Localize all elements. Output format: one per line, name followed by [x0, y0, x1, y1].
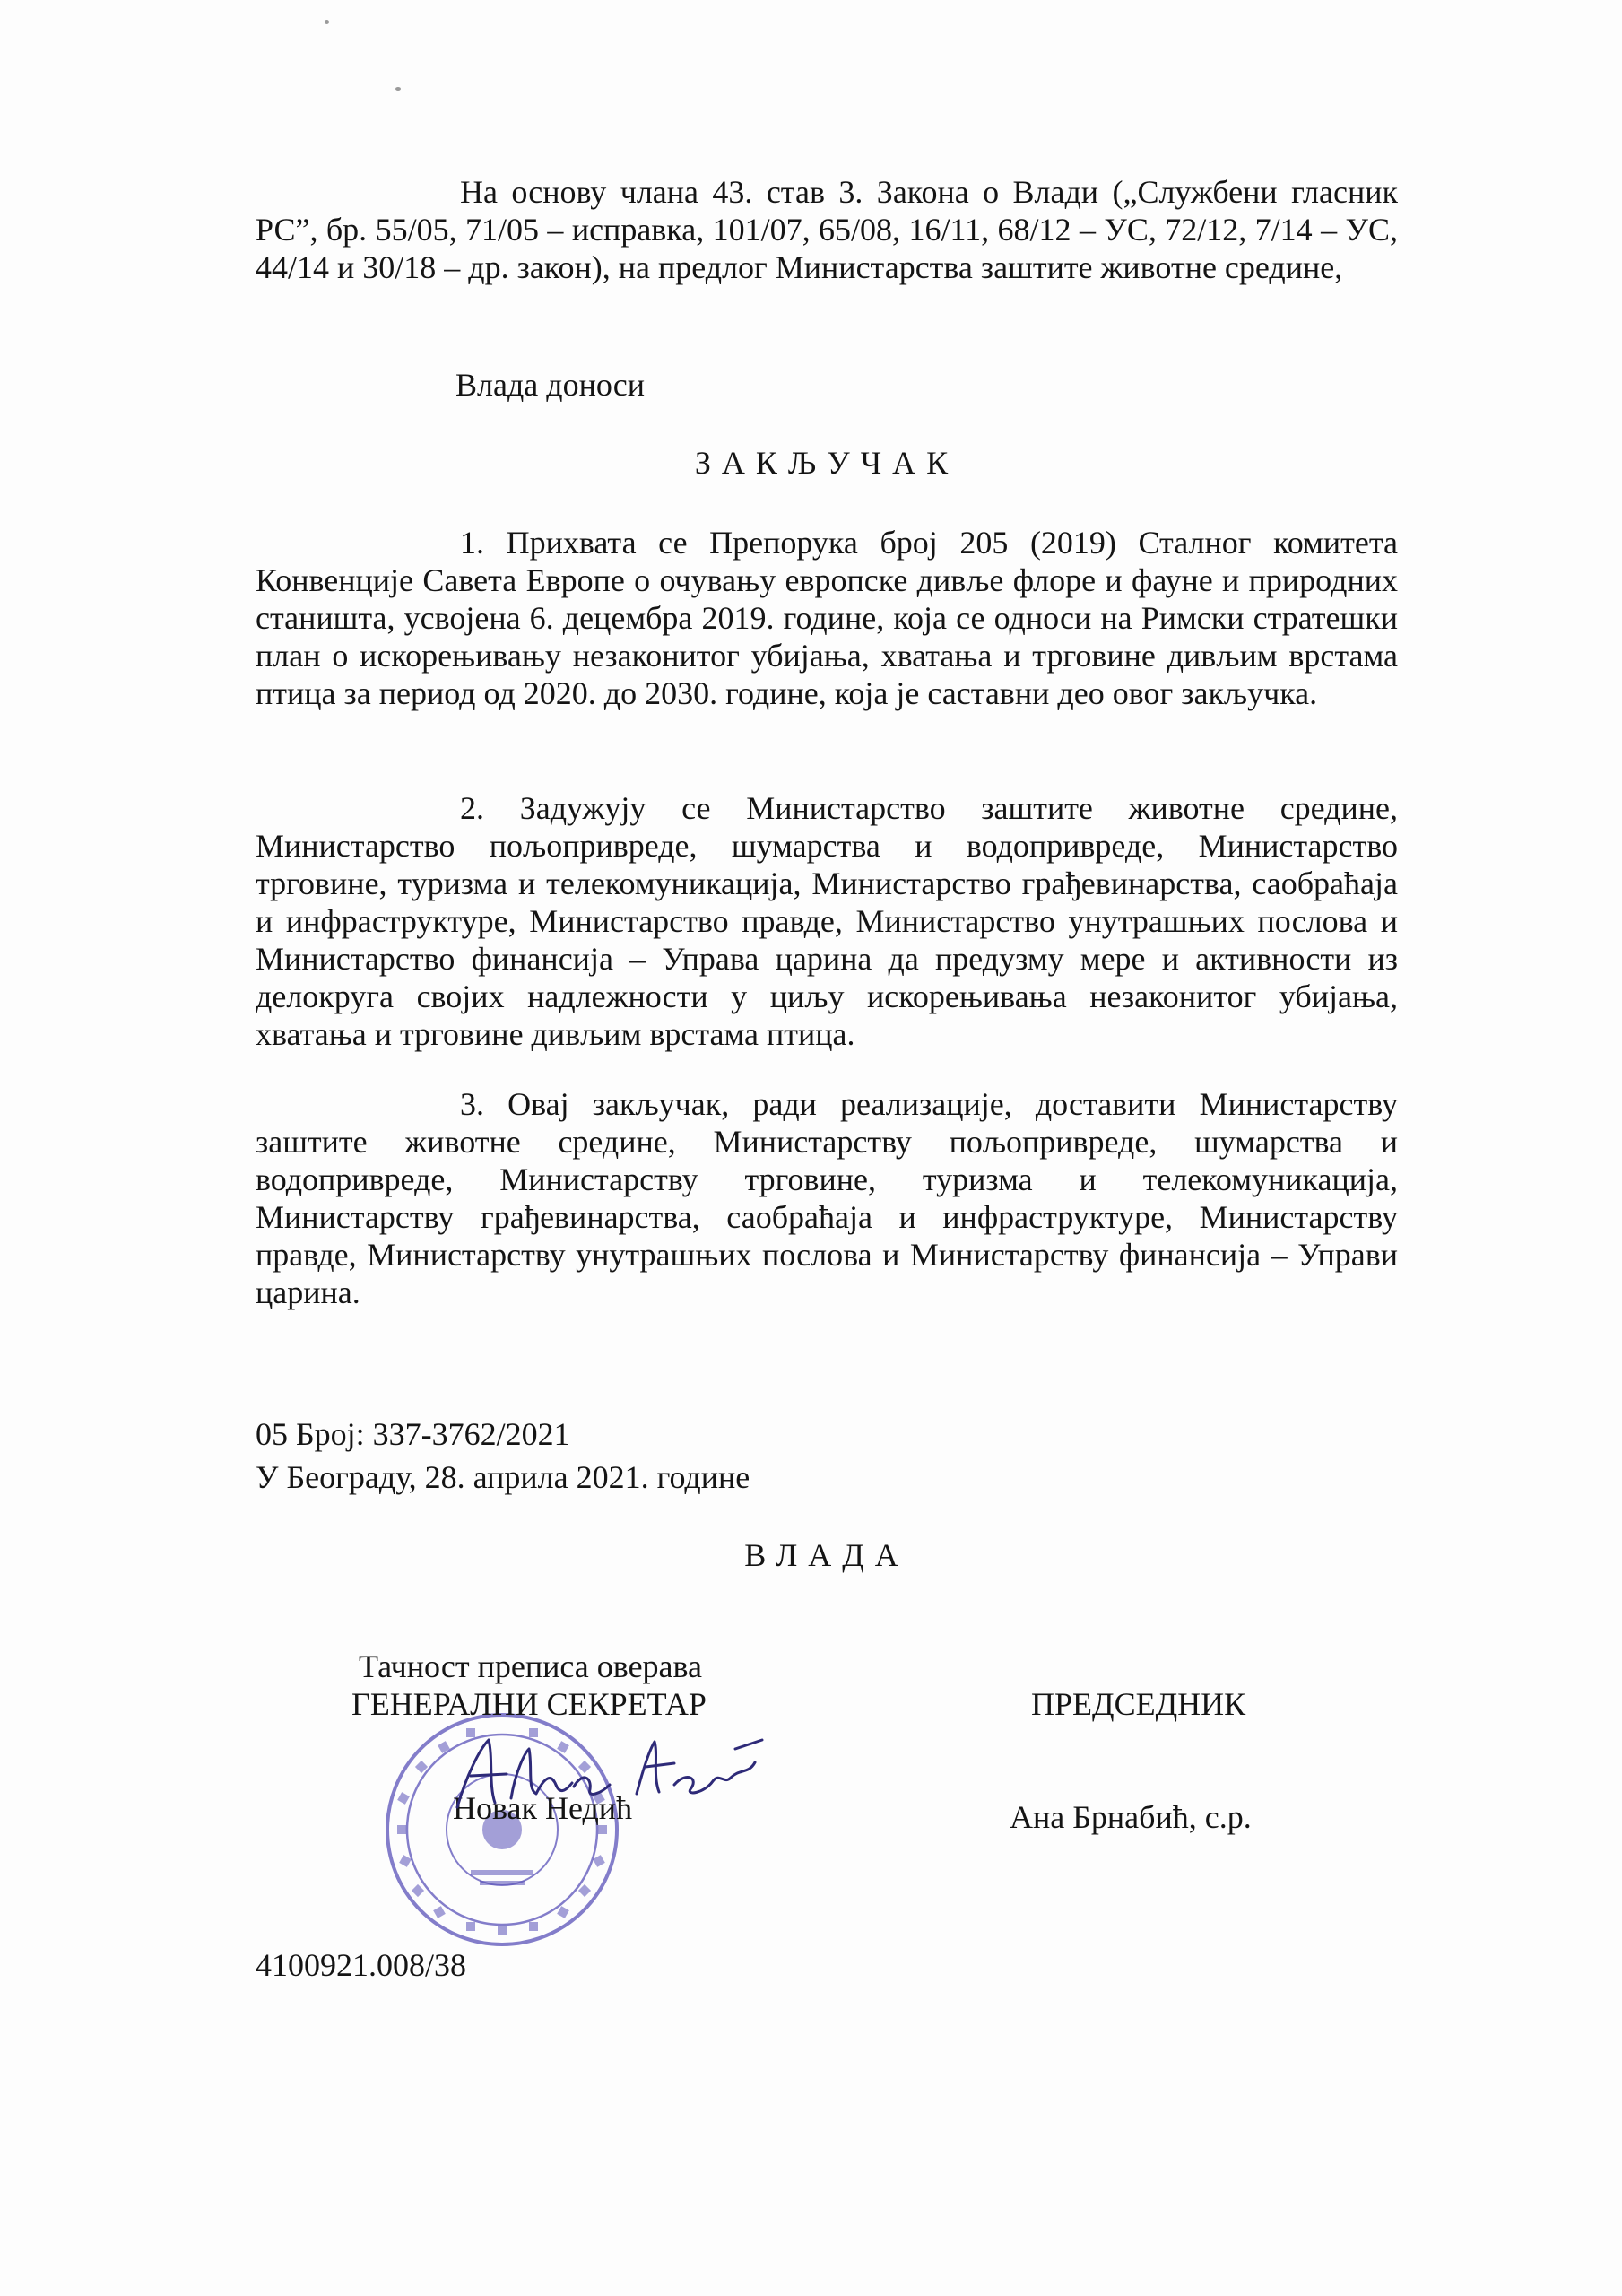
government-label: ВЛАДА	[744, 1537, 909, 1573]
scan-speck	[395, 87, 401, 91]
scan-speck	[325, 20, 329, 24]
handwritten-signature	[439, 1722, 771, 1821]
place-date: У Београду, 28. априла 2021. године	[256, 1459, 750, 1495]
government-adopts-line: Влада доноси	[455, 367, 645, 403]
point-1-paragraph: 1. Прихвата се Препорука број 205 (2019) Сталног комитета Конвенције Савета Европе о очувању европске дивље флоре и фауне и природних станишта, усвојена 6. децембра 2019. године, која се односи на Римски стратешки план о искорењивању незаконитог убијања, хватања и трговине дивљим врстама птица за период од 2020. до 2030. године, која је саставни део овог закључка.	[256, 525, 1398, 711]
general-secretary-name: Новак Недић	[453, 1790, 633, 1826]
reference-number: 05 Број: 337-3762/2021	[256, 1416, 570, 1452]
document-code: 4100921.008/38	[256, 1947, 467, 1983]
point-2-paragraph: 2. Задужују се Министарство заштите животне средине, Министарство пољопривреде, шумарства и водопривреде, Министарство трговине, туризма и телекомуникација, Министарство грађевинарства, саобраћаја и инфраструктуре, Министарство правде, Министарство унутрашњих послова и Министарство финансија – Управа царина да предузму мере и активности из делокруга својих надлежности у циљу искорењивања незаконитог убијања, хватања и трговине дивљим врстама птица.	[256, 790, 1398, 1052]
president-name: Ана Брнабић, с.р.	[1010, 1799, 1252, 1835]
certification-line: Тачност преписа оверава	[359, 1648, 703, 1684]
general-secretary-title: ГЕНЕРАЛНИ СЕКРЕТАР	[351, 1686, 707, 1722]
document-title: ЗАКЉУЧАК	[694, 445, 959, 481]
point-3-paragraph: 3. Овај закључак, ради реализације, доставити Министарству заштите животне средине, Министарству пољопривреде, шумарства и водопривреде, Министарству трговине, туризма и телекомуникација, Министарству грађевинарства, саобраћаја и инфраструктуре, Министарству правде, Министарству унутрашњих послова и Министарству финансија – Управи царина.	[256, 1086, 1398, 1310]
president-title: ПРЕДСЕДНИК	[1031, 1686, 1246, 1722]
preamble-paragraph: На основу члана 43. став 3. Закона о Влади („Службени гласник РС”, бр. 55/05, 71/05 – исправка, 101/07, 65/08, 16/11, 68/12 – УС, 72/12, 7/14 – УС, 44/14 и 30/18 – др. закон), на предлог Министарства заштите животне средине,	[256, 174, 1398, 285]
